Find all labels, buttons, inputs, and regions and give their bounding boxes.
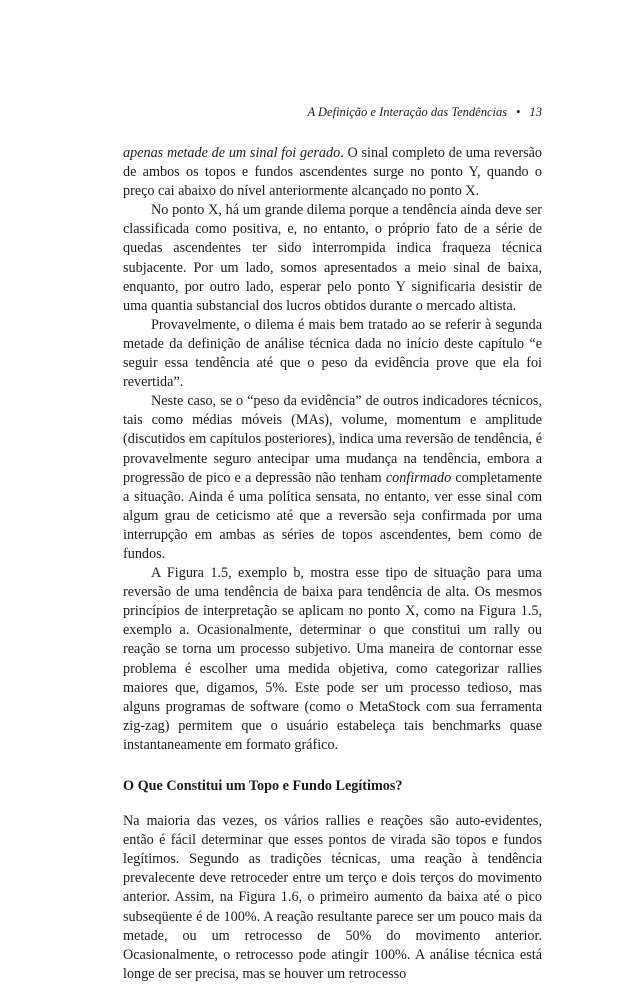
running-head-title: A Definição e Interação das Tendências (307, 105, 508, 119)
paragraph-1-italic-lead: apenas metade de um sinal foi gerado (123, 145, 341, 161)
paragraph-1-text: . O sinal completo de uma reversão de ambos os topos e fundos ascendentes surge no ponto Y, quando o preço cai abaixo do nível anteriormente alcançado no ponto X. (123, 145, 542, 200)
paragraph-4-italic: confirmado (385, 469, 452, 486)
section-paragraph: Na maioria das vezes, os vários rallies e reações são auto-evidentes, então é fácil determinar que esses pontos de virada são topos e fundos legítimos. Segundo as tradições técnicas, uma reação à tendência prevalecente deve retroceder entre um terço e dois terços do movimento anterior. Assim, na Figura 1.6, o primeiro aumento da baixa até o pico subseqüente é de 100%. A reação resultante parece ser um pouco mais da metade, ou um retrocesso de 50% do movimento anterior. Ocasionalmente, o retrocesso pode atingir 100%. A análise técnica está longe de ser precisa, mas se houver um retrocesso (123, 813, 542, 982)
paragraph-4-text-before: Neste caso, se o “peso da evidência” de outros indicadores técnicos, tais como médias móveis (MAs), volume, momentum e amplitude (discutidos em capítulos posteriores), indica uma reversão de tendência, é provavelmente seguro antecipar uma mudança na tendência, embora a progressão de pico e a depressão não tenham (123, 393, 542, 486)
paragraph-3: Provavelmente, o dilema é mais bem tratado ao se referir à segunda metade da definição de análise técnica dada no início deste capítulo “e seguir essa tendência até que o peso da evidência prove que ela foi revertida”. (123, 316, 542, 391)
paragraph-4-text-after: completamente a situação. Ainda é uma política sensata, no entanto, ver esse sinal com algum grau de ceticismo até que a reversão seja confirmada por uma interrupção em ambas as séries de topos ascendentes, bem como de fundos. (123, 469, 542, 562)
page-number: 13 (529, 105, 542, 119)
paragraph-2: No ponto X, há um grande dilema porque a tendência ainda deve ser classificada como positiva, e, no entanto, o próprio fato de a série de quedas ascendentes ter sido interrompida indica fraqueza técnica subjacente. Por um lado, somos apresentados a meio sinal de baixa, enquanto, por outro lado, esperar pelo ponto Y significaria desistir de uma quantia substancial dos lucros obtidos durante o mercado altista. (123, 202, 542, 314)
paragraph-4 (123, 392, 542, 564)
section-heading: O Que Constitui um Topo e Fundo Legítimos? (123, 778, 403, 794)
running-head-separator: • (516, 105, 521, 119)
paragraph-5: A Figura 1.5, exemplo b, mostra esse tipo de situação para uma reversão de uma tendência de baixa para tendência de alta. Os mesmos princípios de interpretação se aplicam no ponto X, como na Figura 1.5, exemplo a. Ocasionalmente, determinar o que constitui um rally ou reação se torna um processo subjetivo. Uma maneira de contornar esse problema é escolher uma medida objetiva, como categorizar rallies maiores que, digamos, 5%. Este pode ser um processo tedioso, mas alguns programas de software (como o MetaStock com sua ferramenta zig-zag) permitem que o usuário estabeleça tais benchmarks quase instantaneamente em formato gráfico. (123, 565, 542, 753)
body-text (123, 144, 542, 984)
paragraph-1 (123, 144, 542, 201)
running-head (307, 105, 542, 120)
